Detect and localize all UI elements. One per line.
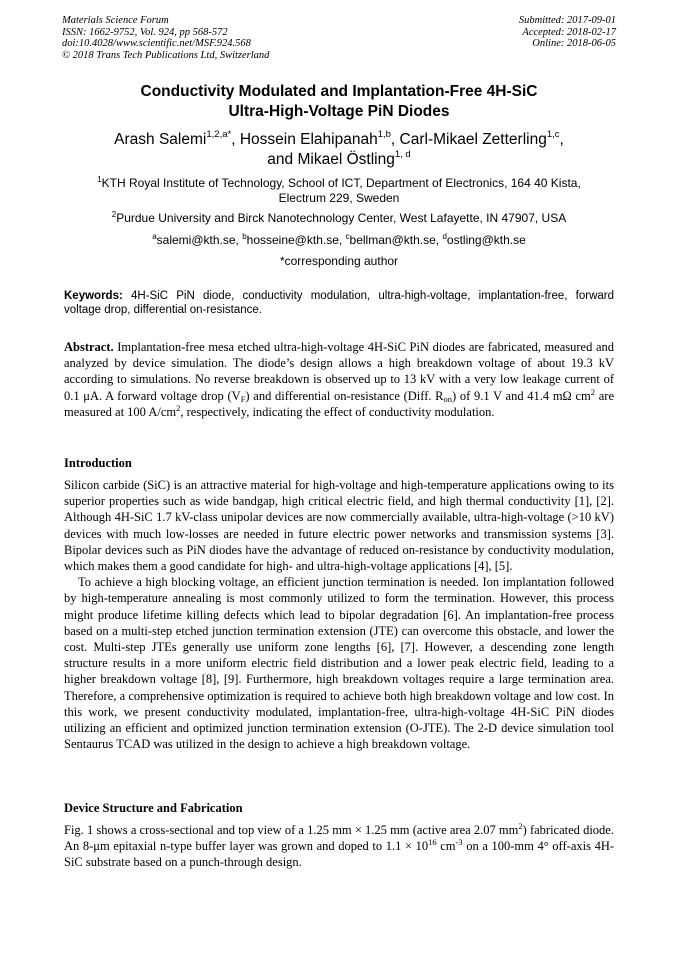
email-mark: c (345, 232, 350, 241)
email-list: $^a$salemi@kth.se, $^b$hosseine@kth.se, $^c$bellman@kth.se, $^d$ostling@kth.se (152, 232, 526, 247)
copyright: © 2018 Trans Tech Publications Ltd, Switzerland (62, 49, 270, 61)
superscript: 2 (518, 821, 523, 831)
author-affiliation-mark: 1, d (394, 149, 411, 160)
superscript: 16 (428, 837, 437, 848)
author-affiliation-mark: 1,c (546, 129, 560, 140)
paragraph-text: ) fabricated diode. An 8-μm epitaxial n-type buffer layer was grown and doped to 1.1 × 10 (64, 823, 614, 854)
affiliation-text: Electrum 229, Sweden (278, 191, 400, 205)
abstract-text: Implantation-free mesa etched ultra-high-voltage 4H-SiC PiN diodes are fabricated, measured and analyzed by device simulation. The diode’s design allows a high breakdown voltage of about 19.3 kV according to simulations. No reverse breakdown is observed up to 13 kV with a very low leakage current of 0.1 μA. A forward voltage drop (V (64, 340, 614, 403)
affiliation-1 (60, 176, 618, 206)
paragraph: To achieve a high blocking voltage, an efficient junction termination is needed. Ion implantation followed by high-temperature annealing is most commonly utilized to form the termination. However, this process might produce lifetime killing defects which lead to bipolar degradation [6]. An implantation-free process based on a multi-step etched junction termination extension (JTE) can overcome this obstacle, and lower the cost. Multi-step JTEs generally use uniform zone lengths [6], [7]. However, a descending zone length structure results in a more uniform electric field distribution and a lower peak electric field, leading to a higher breakdown voltage [8], [9]. Furthermore, high breakdown voltages require a large termination area. Therefore, a comprehensive optimization is required to achieve both high breakdown voltage and low cost. In this work, we present conductivity modulated, implantation-free, ultra-high-voltage 4H-SiC PiN diodes utilizing an efficient and optimized junction termination extension (O-JTE). The 2-D device simulation tool Sentaurus TCAD was utilized in the design to achieve a high breakdown voltage. (64, 575, 614, 752)
doi: doi:10.4028/www.scientific.net/MSF.924.568 (62, 38, 251, 50)
paragraph-text: cm (436, 839, 456, 854)
author-list: Arash Salemi$^{1,2,a*}$, Hossein Elahipanah$^{1,b}$, Carl-Mikael Zetterling$^{1,c}$, and Mikael Östling$^{1, d}$ (114, 129, 564, 168)
title-line-1: Conductivity Modulated and Implantation-Free 4H-SiC (140, 83, 538, 100)
email-mark: b (242, 232, 247, 241)
issn: ISSN: 1662-9752, Vol. 924, pp 568-572 (62, 26, 228, 38)
online-date: Online: 2018-06-05 (532, 38, 616, 50)
subscript: F (240, 393, 246, 404)
paragraph-text: Fig. 1 shows a cross-sectional and top view of a 1.25 mm × 1.25 mm (active area 2.07 mm (64, 823, 519, 837)
journal-header-left (62, 15, 269, 61)
abstract-text: ) of 9.1 V and 41.4 mΩ cm (452, 388, 591, 403)
abstract-text: , respectively, indicating the effect of conductivity modulation. (180, 404, 495, 419)
corresponding-author-note (60, 254, 618, 269)
affiliation-2 (60, 211, 618, 226)
section-heading-introduction: Introduction (64, 456, 132, 470)
paragraph-text: on a 100-mm 4° off-axis 4H-SiC substrate based on a punch-through design. (64, 839, 615, 870)
author-affiliation-mark: 1,b (377, 129, 391, 140)
email-mark: d (442, 232, 447, 241)
email-mark: a (152, 232, 157, 241)
paragraph: Silicon carbide (SiC) is an attractive material for high-voltage and high-temperature applications owing to its superior properties such as wide bandgap, high critical electric field, and high thermal conductivity [1], [2]. Although 4H-SiC 1.7 kV-class unipolar devices are now commercially available, ultra-high-voltage (>10 kV) devices with much low-losses are needed in future electric power networks and transmission systems [3]. Bipolar devices such as PiN diodes have the advantage of reduced on-resistance by conductivity modulation, which makes them a good candidate for high- and ultra-high-voltage applications [4], [5]. (64, 478, 614, 574)
abstract-label: Abstract. (64, 340, 114, 354)
introduction-body (64, 477, 614, 752)
keywords (64, 290, 614, 317)
author-name: Mikael Östling (297, 151, 395, 168)
device-structure-body (64, 822, 614, 871)
abstract (64, 339, 614, 420)
accepted-date: Accepted: 2018-02-17 (522, 26, 616, 38)
subscript: on (443, 393, 453, 404)
email-link[interactable]: hosseine@kth.se (246, 233, 339, 247)
email-link[interactable]: ostling@kth.se (446, 233, 526, 247)
superscript: 2 (590, 386, 596, 397)
author-affiliation-mark: 1,2,a* (206, 129, 232, 140)
superscript: 2 (176, 402, 181, 413)
superscript: -3 (455, 837, 463, 848)
author-name: Carl-Mikael Zetterling (399, 131, 547, 148)
author-name: Hossein Elahipanah (239, 131, 378, 148)
abstract-text: ) and differential on-resistance (Diff. R (245, 388, 444, 403)
author-conjunction: and (267, 151, 294, 168)
keywords-label: Keywords: (64, 290, 123, 302)
author-name: Arash Salemi (114, 131, 207, 148)
affiliation-number: 1 (97, 175, 102, 184)
affiliation-text: KTH Royal Institute of Technology, School of ICT, Department of Electronics, 164 40 Kista, (101, 176, 581, 190)
section-heading-device-structure: Device Structure and Fabrication (64, 801, 243, 815)
email-link[interactable]: bellman@kth.se (349, 233, 436, 247)
corresponding-author-text: *corresponding author (279, 254, 399, 268)
email-link[interactable]: salemi@kth.se (156, 233, 236, 247)
affiliation-number: 2 (111, 210, 117, 219)
abstract-text: are measured at 100 A/cm (64, 388, 614, 419)
keywords-text: 4H-SiC PiN diode, conductivity modulation, ultra-high-voltage, implantation-free, forward voltage drop, differential on-resistance. (64, 290, 614, 316)
journal-header-right (519, 15, 616, 50)
journal-name: Materials Science Forum (62, 15, 169, 26)
paper-title (60, 82, 618, 122)
title-line-2: Ultra-High-Voltage PiN Diodes (228, 103, 450, 120)
submitted-date: Submitted: 2017-09-01 (518, 15, 616, 26)
affiliation-text: Purdue University and Birck Nanotechnology Center, West Lafayette, IN 47907, USA (116, 211, 567, 225)
